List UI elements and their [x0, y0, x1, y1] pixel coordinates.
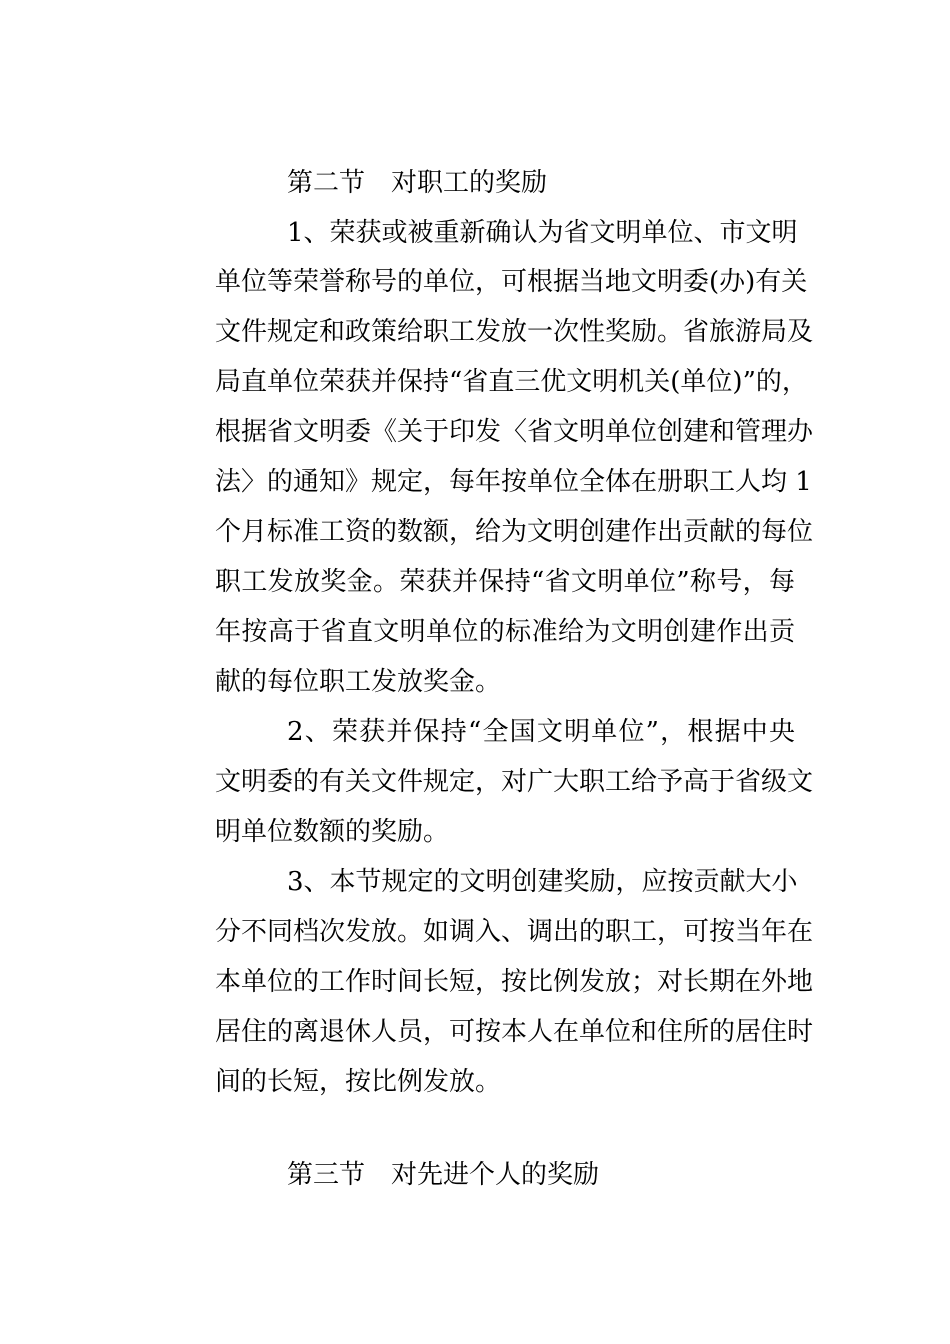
section-title: 对先进个人的奖励: [391, 1160, 600, 1190]
paragraph-1-line-7: 个月标准工资的数额，给为文明创建作出贡献的每位: [215, 517, 814, 547]
paragraph-2-line-3: 明单位数额的奖励。: [215, 817, 450, 847]
section-number: 第三节: [287, 1160, 366, 1190]
section-title: 对职工的奖励: [391, 168, 548, 198]
paragraph-1-line-6: 法〉的通知》规定，每年按单位全体在册职工人均 1: [215, 467, 812, 497]
paragraph-1-line-10: 献的每位职工发放奖金。: [215, 667, 502, 697]
paragraph-2-line-1: 2、荣获并保持“全国文明单位”，根据中央: [287, 717, 795, 747]
section-heading-3: [287, 1160, 599, 1190]
section-number: 第二节: [287, 168, 366, 198]
section-heading-2: [287, 168, 547, 198]
paragraph-3-line-4: 居住的离退休人员，可按本人在单位和住所的居住时: [215, 1017, 814, 1047]
paragraph-3-line-3: 本单位的工作时间长短，按比例发放；对长期在外地: [215, 967, 814, 997]
paragraph-1-line-9: 年按高于省直文明单位的标准给为文明创建作出贡: [215, 617, 795, 647]
paragraph-2-line-2: 文明委的有关文件规定，对广大职工给予高于省级文: [215, 767, 814, 797]
paragraph-1-line-8: 职工发放奖金。荣获并保持“省文明单位”称号，每: [215, 567, 795, 597]
paragraph-3-line-2: 分不同档次发放。如调入、调出的职工，可按当年在: [215, 917, 814, 947]
paragraph-1-line-5: 根据省文明委《关于印发〈省文明单位创建和管理办: [215, 417, 814, 447]
paragraph-3-line-5: 间的长短，按比例发放。: [215, 1067, 502, 1097]
paragraph-1-line-2: 单位等荣誉称号的单位，可根据当地文明委(办)有关: [215, 267, 808, 297]
paragraph-3-line-1: 3、本节规定的文明创建奖励，应按贡献大小: [287, 867, 798, 897]
paragraph-1-line-1: 1、荣获或被重新确认为省文明单位、市文明: [287, 218, 798, 248]
paragraph-1-line-3: 文件规定和政策给职工发放一次性奖励。省旅游局及: [215, 317, 814, 347]
paragraph-1-line-4: 局直单位荣获并保持“省直三优文明机关(单位)”的，: [215, 367, 808, 397]
